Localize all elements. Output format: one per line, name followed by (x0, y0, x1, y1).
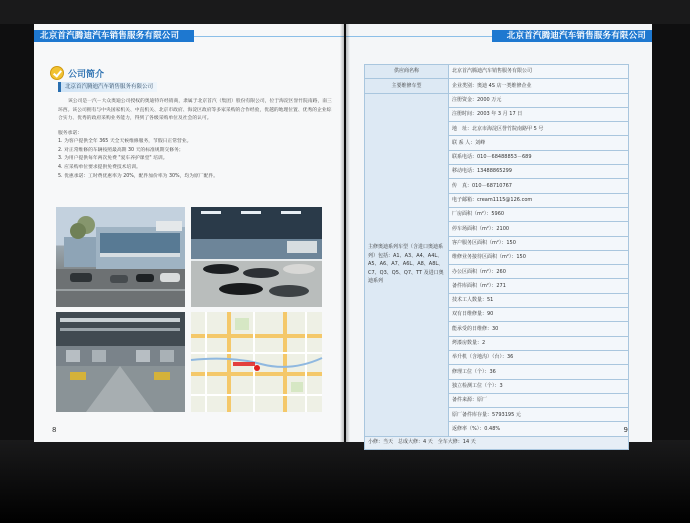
detail-cell: 能承受的日维修：30 (449, 322, 629, 336)
list-item: 2. 对正常维修的车辆按照最高期 30 天的标准规期交修务； (58, 147, 184, 153)
repair-time-footer: 小修：当天 总成大修：4 天 全车大修：14 天 (365, 436, 629, 449)
list-item: 5. 优惠承诺：工时费优惠率为 20%，配件加价率为 30%，均为原厂配件。 (58, 173, 218, 179)
intro-paragraph: 该公司是一汽－大众奥迪公司授权的奥迪特许经销商，隶属于北京首汽（集团）股份有限公司，位于海淀区誉竹院南路，南三环西。该公司拥有与中央国家机关、中直机关、北京市政府、海淀区政府等多家采购的合作经验，优越的地理位置、优秀的企业综合实力、优秀的政府采购业务能力，得到了各级采购单位及社会的认可。 (58, 99, 332, 121)
table-row (365, 79, 629, 93)
row-label: 主要维修车型 (365, 79, 449, 93)
backdrop-top (0, 0, 690, 24)
detail-cell: 注册资金：2000 万元 (449, 93, 629, 107)
row-label: 供应商名称 (365, 65, 449, 79)
detail-cell: 停车场面积（m²）：2100 (449, 222, 629, 236)
detail-cell: 地 址：北京市海淀区誉竹院南路甲 5 号 (449, 122, 629, 136)
header-rule-left (194, 36, 344, 37)
detail-cell: 修理工位（个）：36 (449, 365, 629, 379)
section-title-text: 公司简介 (68, 69, 105, 80)
detail-cell: 双有日维修量：90 (449, 308, 629, 322)
services-list (58, 138, 328, 182)
row-value: 企业类别：奥迪 4S 店一类维修企业 (449, 79, 629, 93)
list-item: 3. 为用户提供每年两次免费 "爱车养护课堂" 培训。 (58, 156, 168, 162)
dealership-exterior-photo (56, 207, 185, 307)
right-page (346, 24, 652, 446)
detail-cell: 注册时间：2003 年 3 月 17 日 (449, 107, 629, 121)
detail-cell: 举升机（含地沟）（台）：36 (449, 350, 629, 364)
detail-cell: 联 系 人：刘峰 (449, 136, 629, 150)
supplier-info-table (364, 64, 629, 450)
table-row (365, 436, 629, 449)
detail-cell: 联系电话：010－68488853－689 (449, 150, 629, 164)
section-title (50, 66, 104, 80)
header-title-left: 北京首汽腾迪汽车销售服务有限公司 (40, 31, 180, 41)
detail-cell: 烤漆房数量：2 (449, 336, 629, 350)
detail-cell: 独立检测工位（个）：3 (449, 379, 629, 393)
detail-cell: 备件来源：原厂 (449, 393, 629, 407)
detail-cell: 客户服务区面积（m²）：150 (449, 236, 629, 250)
detail-cell: 备件库面积（m²）：271 (449, 279, 629, 293)
detail-cell: 办公区面积（m²）：260 (449, 265, 629, 279)
detail-cell: 原厂备件库存量：5793195 元 (449, 408, 629, 422)
list-item: 1. 为客户提供全年 365 天全天候维修服务，节假日正常营业。 (58, 139, 192, 144)
header-bar-left (34, 30, 194, 42)
detail-cell: 电子邮箱：cream1115@126.com (449, 193, 629, 207)
list-item: 4. 应采购单位要求提供免费技术培训。 (58, 165, 141, 171)
location-map (191, 312, 322, 412)
header-title-right: 北京首汽腾迪汽车销售服务有限公司 (506, 31, 646, 41)
detail-cell: 维修业务接待区面积（m²）：150 (449, 250, 629, 264)
showroom-interior-photo (191, 207, 322, 307)
left-page (34, 24, 344, 442)
workshop-photo (56, 312, 185, 412)
page-number-right: 9 (623, 426, 628, 434)
detail-cell: 返修率（%）：0.48% (449, 422, 629, 436)
detail-cell: 技术工人数量：51 (449, 293, 629, 307)
header-rule-right (346, 36, 492, 37)
page-number-left: 8 (52, 426, 57, 434)
row-value: 北京首汽腾迪汽车销售服务有限公司 (449, 65, 629, 79)
detail-cell: 移动电话：13488865299 (449, 165, 629, 179)
model-group-label: 主修奥迪系列车型（含进口奥迪系列）包括：A1、A3、A4、A4L、A5、A6、A7、A6L、A8、A8L、C7、Q3、Q5、Q7、TT 及进口奥迪系列 (365, 93, 449, 436)
services-heading: 服务承诺： (58, 131, 82, 136)
detail-cell: 厂房面积（m²）：5960 (449, 207, 629, 221)
table-row (365, 65, 629, 79)
company-name-banner: 北京首汽腾迪汽车销售服务有限公司 (58, 82, 157, 92)
detail-cell: 传 真：010－68710767 (449, 179, 629, 193)
backdrop-bottom (0, 440, 690, 523)
table-row (365, 93, 629, 107)
checkmark-badge-icon (50, 66, 64, 80)
header-bar-right (492, 30, 652, 42)
